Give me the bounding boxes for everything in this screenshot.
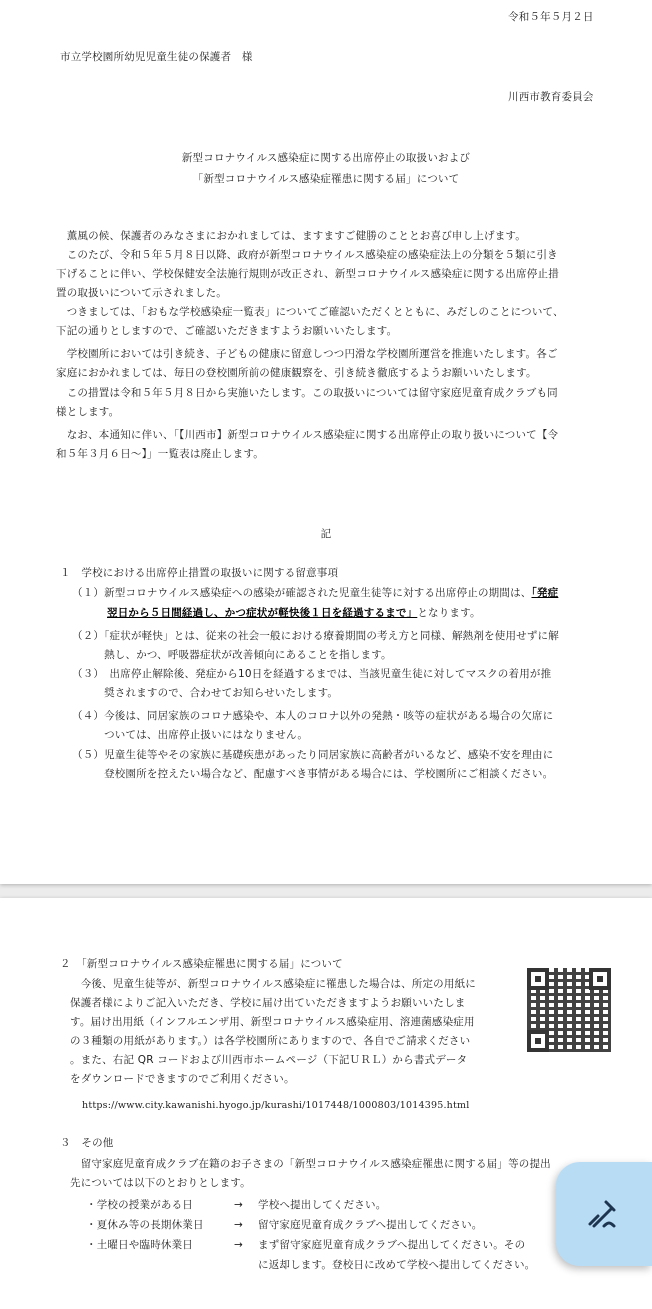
- item-1-line-2: [107, 606, 481, 620]
- body-line: この措置は令和５年５月８日から実施いたします。この取扱いについては留守家庭児童育成クラブも同: [56, 387, 558, 399]
- body-line: 下げることに伴い、学校保健安全法施行規則が改正され、新型コロナウイルス感染症に関する出席停止措: [56, 268, 559, 280]
- submission-row-text: まず留守家庭児童育成クラブへ提出してください。その: [258, 1239, 526, 1251]
- list-item-line: （４）今後は、同居家族のコロナ感染や、本人のコロナ以外の発熱・咳等の症状がある場合の欠席に: [72, 710, 554, 722]
- pen-edit-icon: [584, 1196, 620, 1232]
- item-1-text: となります。: [417, 607, 481, 619]
- list-item-line: （５）児童生徒等やその家族に基礎疾患があったり同居家族に高齢者がいるなど、感染不安を理由に: [72, 749, 554, 761]
- section-2-line: の３種類の用紙があります。）は各学校園所にありますので、各自でご請求ください: [70, 1035, 471, 1047]
- document-title-line-1: 新型コロナウイルス感染症に関する出席停止の取扱いおよび: [181, 152, 471, 164]
- item-1-emphasis: 「発症: [531, 587, 559, 599]
- document-title-line-2: 「新型コロナウイルス感染症罹患に関する届」について: [192, 173, 460, 185]
- body-line: 置の取扱いについて示されました。: [56, 287, 227, 299]
- body-line: このたび、令和５年５月８日以降、政府が新型コロナウイルス感染症の感染症法上の分類を５類に引き: [56, 249, 558, 261]
- body-line: 薫風の候、保護者のみなさまにおかれましては、ますますご健勝のこととお喜び申し上げます。: [56, 230, 526, 242]
- body-line: 様とします。: [56, 406, 120, 418]
- body-line: 学校園所においては引き続き、子どもの健康に留意しつつ円滑な学校園所運営を推進いたします。各ご: [56, 348, 558, 360]
- addressee: 市立学校園所幼児児童生徒の保護者 様: [60, 51, 253, 63]
- section-2-line: をダウンロードできますのでご利用ください。: [70, 1073, 295, 1085]
- arrow: →: [234, 1199, 243, 1211]
- list-item-line: （２）「症状が軽快」とは、従来の社会一般における療養期間の考え方と同様、解熱剤を使用せずに解: [72, 630, 559, 642]
- body-line: 和５年３月６日～】」一覧表は廃止します。: [56, 448, 264, 460]
- list-item-line: 熱し、かつ、呼吸器症状が改善傾向にあることを指します。: [72, 649, 392, 661]
- submission-row-label: ・土曜日や臨時休業日: [86, 1239, 193, 1251]
- qr-finder-pattern: [527, 968, 549, 990]
- qr-finder-pattern: [589, 968, 611, 990]
- list-item-line: ついては、出席停止扱いにはなりません。: [72, 729, 309, 741]
- list-item-line: （３） 出席停止解除後、発症から10日を経過するまでは、当該児童生徒に対してマスクの着用が推: [72, 668, 552, 680]
- download-url[interactable]: https://www.city.kawanishi.hyogo.jp/kurashi/1017448/1000803/1014395.html: [82, 1100, 470, 1111]
- section-2-line: 今後、児童生徒等が、新型コロナウイルス感染症に罹患した場合は、所定の用紙に: [70, 978, 476, 990]
- submission-row-label: ・学校の授業がある日: [86, 1199, 193, 1211]
- section-2-line: 。また、右記 QR コードおよび川西市ホームページ（下記ＵＲＬ）から書式データ: [70, 1054, 468, 1066]
- ki-marker: 記: [320, 528, 332, 540]
- sender: 川西市教育委員会: [508, 91, 594, 103]
- notice-date: 令和５年５月２日: [508, 11, 594, 23]
- section-2-line: す。届け出用紙（インフルエンザ用、新型コロナウイルス感染症用、溶連菌感染症用: [70, 1016, 475, 1028]
- body-line: つきましては、「おもな学校感染症一覧表」についてご確認いただくとともに、みだしのことについて、: [56, 306, 564, 318]
- section-2-heading: ２ 「新型コロナウイルス感染症罹患に関する届」について: [60, 958, 343, 970]
- list-item-line: 登校園所を控えたい場合など、配慮すべき事情がある場合には、学校園所にご相談ください。: [72, 768, 554, 780]
- body-line: 下記の通りとしますので、ご確認いただきますようお願いいたします。: [56, 325, 398, 337]
- body-line: 家庭におかれましては、毎日の登校園所前の健康観察を、引き続き徹底するようお願いいたします。: [56, 367, 537, 379]
- section-1-heading: １ 学校における出席停止措置の取扱いに関する留意事項: [60, 567, 339, 579]
- section-3-line: 留守家庭児童育成クラブ在籍のお子さまの「新型コロナウイルス感染症罹患に関する届」等の提出: [70, 1158, 551, 1170]
- submission-row-text: 学校へ提出してください。: [258, 1199, 387, 1211]
- arrow: →: [234, 1219, 243, 1231]
- item-1-emphasis: 翌日から５日間経過し、かつ症状が軽快後１日を経過するまで」: [107, 607, 418, 619]
- qr-code-image: [527, 968, 611, 1052]
- item-1-line-1: [72, 586, 558, 600]
- arrow: →: [234, 1239, 243, 1251]
- submission-row-text: 留守家庭児童育成クラブへ提出してください。: [258, 1219, 483, 1231]
- body-line: なお、本通知に伴い、「【川西市】新型コロナウイルス感染症に関する出席停止の取り扱いについて【令: [56, 429, 559, 441]
- item-1-text: （１）新型コロナウイルス感染症への感染が確認された児童生徒等に対する出席停止の期間は、: [72, 587, 532, 599]
- submission-row-label: ・夏休み等の長期休業日: [86, 1219, 204, 1231]
- list-item-line: 奨されますので、合わせてお知らせいたします。: [72, 687, 339, 699]
- section-2-line: 保護者様によりご記入いただき、学校に届け出ていただきますようお願いいたしま: [70, 997, 466, 1009]
- section-3-line: 先については以下のとおりとします。: [70, 1177, 251, 1189]
- submission-row-continuation: に返却します。登校日に改めて学校へ提出してください。: [258, 1259, 536, 1271]
- qr-finder-pattern: [527, 1030, 549, 1052]
- section-3-heading: ３ その他: [60, 1137, 114, 1149]
- annotate-fab-button[interactable]: [556, 1162, 652, 1266]
